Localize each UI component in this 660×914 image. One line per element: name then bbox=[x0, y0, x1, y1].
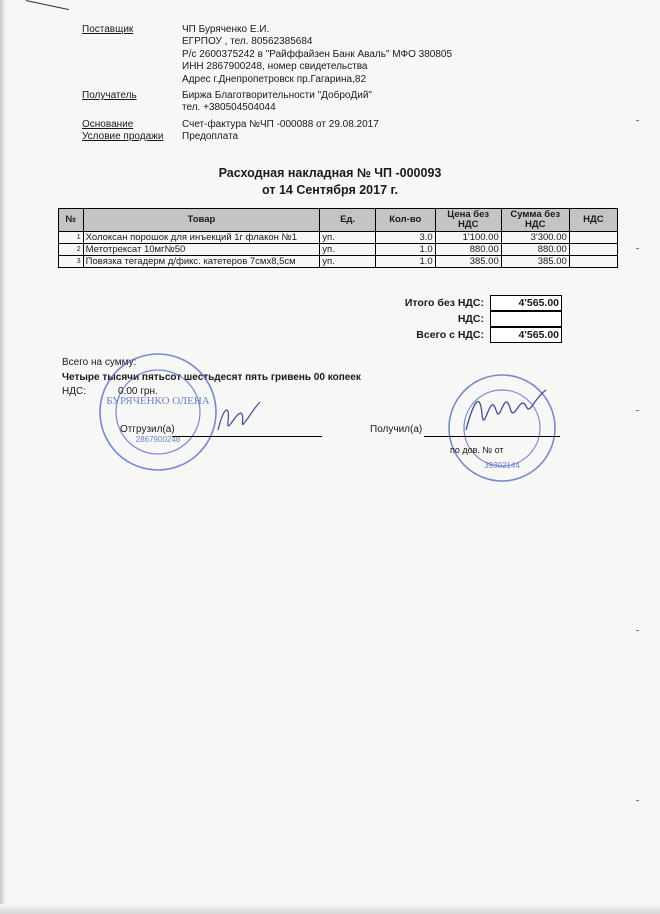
recipient-signature bbox=[460, 380, 552, 450]
scan-artifact bbox=[636, 120, 639, 121]
total-with-vat-row bbox=[58, 327, 618, 343]
col-header-product: Товар bbox=[83, 209, 320, 232]
supplier-line: Р/с 2600375242 в "Райффайзен Банк Аваль" МФО 380805 bbox=[182, 48, 453, 60]
scan-edge-bottom bbox=[0, 904, 660, 914]
shipped-signature-line bbox=[172, 436, 322, 437]
row-quantity: 1.0 bbox=[375, 256, 435, 268]
row-unit: уп. bbox=[320, 256, 376, 268]
shipped-label: Отгрузил(а) bbox=[120, 424, 175, 435]
row-price: 385.00 bbox=[435, 256, 501, 268]
supplier-row bbox=[82, 24, 452, 86]
table-row bbox=[59, 256, 618, 268]
document-date: от 14 Сентября 2017 г. bbox=[262, 183, 398, 197]
header-block bbox=[82, 24, 452, 144]
row-quantity: 3.0 bbox=[375, 232, 435, 244]
stamp-left-number: 2867900248 bbox=[135, 435, 181, 444]
total-without-vat-row bbox=[58, 295, 618, 311]
col-header-unit: Ед. bbox=[320, 209, 376, 232]
supplier-details bbox=[182, 24, 452, 86]
row-price: 880.00 bbox=[435, 244, 501, 256]
power-of-attorney-label: по дов. № от bbox=[450, 445, 504, 455]
basis-label: Основание bbox=[82, 118, 134, 130]
col-header-vat: НДС bbox=[569, 209, 617, 232]
scan-artifact bbox=[636, 800, 639, 801]
total-with-vat-label: Всего с НДС: bbox=[416, 329, 484, 341]
basis-value: Счет-фактура №ЧП -000088 от 29.08.2017 bbox=[182, 118, 379, 130]
received-signature-line bbox=[424, 436, 560, 437]
row-unit: уп. bbox=[320, 244, 376, 256]
supplier-line: Адрес г.Днепропетровск пр.Гагарина,82 bbox=[182, 73, 366, 85]
condition-row bbox=[82, 131, 452, 143]
row-vat bbox=[569, 244, 617, 256]
row-vat bbox=[569, 232, 617, 244]
row-number: 1 bbox=[59, 232, 84, 244]
vat-row bbox=[58, 311, 618, 327]
totals-block bbox=[58, 295, 618, 343]
basis-row bbox=[82, 119, 452, 131]
row-number: 2 bbox=[59, 244, 84, 256]
summary-words: Четыре тысячи пятьсот шестьдесят пять гривень 00 копеек bbox=[62, 371, 361, 383]
document-title: Расходная накладная № ЧП -000093 bbox=[218, 166, 442, 180]
row-product: Холоксан порошок для инъекций 1г флакон №1 bbox=[83, 232, 320, 244]
summary-vat-label: НДС: bbox=[62, 386, 86, 397]
scan-artifact bbox=[636, 630, 639, 631]
row-sum: 385.00 bbox=[501, 256, 569, 268]
row-sum: 880.00 bbox=[501, 244, 569, 256]
condition-value: Предоплата bbox=[182, 131, 239, 143]
recipient-label: Получатель bbox=[82, 90, 137, 102]
total-without-vat-value: 4'565.00 bbox=[490, 295, 562, 311]
supplier-line: ИНН 2867900248, номер свидетельства bbox=[182, 61, 368, 73]
row-product: Повязка тегадерм д/фикс. катетеров 7смх8,5см bbox=[83, 256, 320, 268]
stamp-right-number: 39302144 bbox=[484, 461, 520, 470]
vat-label: НДС: bbox=[457, 313, 484, 325]
table-header-row bbox=[59, 209, 618, 232]
total-without-vat-label: Итого без НДС: bbox=[404, 297, 484, 309]
row-price: 1'100.00 bbox=[435, 232, 501, 244]
scan-artifact bbox=[636, 248, 639, 249]
supplier-label: Поставщик bbox=[82, 24, 134, 35]
received-label: Получил(а) bbox=[370, 424, 423, 435]
condition-label: Условие продажи bbox=[82, 131, 164, 143]
col-header-quantity: Кол-во bbox=[375, 209, 435, 232]
table-row bbox=[59, 244, 618, 256]
supplier-line: ЕГРПОУ , тел. 80562385684 bbox=[182, 36, 313, 48]
recipient-details bbox=[182, 90, 452, 115]
recipient-line: тел. +380504504044 bbox=[182, 102, 276, 114]
supplier-line: ЧП Буряченко Е.И. bbox=[182, 24, 270, 35]
scan-artifact bbox=[636, 410, 639, 411]
col-header-sum: Сумма без НДС bbox=[501, 209, 569, 232]
total-with-vat-value: 4'565.00 bbox=[490, 327, 562, 343]
summary-vat-value: 0.00 грн. bbox=[118, 386, 158, 397]
row-quantity: 1.0 bbox=[375, 244, 435, 256]
supplier-stamp bbox=[96, 350, 220, 474]
items-table bbox=[58, 208, 618, 268]
recipient-line: Биржа Благотворительности "ДоброДий" bbox=[182, 90, 372, 102]
vat-value bbox=[490, 311, 562, 327]
row-number: 3 bbox=[59, 256, 84, 268]
summary-label: Всего на сумму: bbox=[62, 357, 137, 368]
recipient-row bbox=[82, 90, 452, 115]
row-sum: 3'300.00 bbox=[501, 232, 569, 244]
supplier-signature bbox=[212, 396, 264, 440]
scan-edge bbox=[0, 0, 6, 914]
table-row bbox=[59, 232, 618, 244]
row-product: Метотрексат 10мг№50 bbox=[83, 244, 320, 256]
col-header-number: № bbox=[59, 209, 84, 232]
corner-mark bbox=[23, 0, 69, 24]
row-unit: уп. bbox=[320, 232, 376, 244]
col-header-price: Цена без НДС bbox=[435, 209, 501, 232]
stamp-left-name: БУРЯЧЕНКО ОЛЕНА bbox=[106, 395, 210, 407]
row-vat bbox=[569, 256, 617, 268]
